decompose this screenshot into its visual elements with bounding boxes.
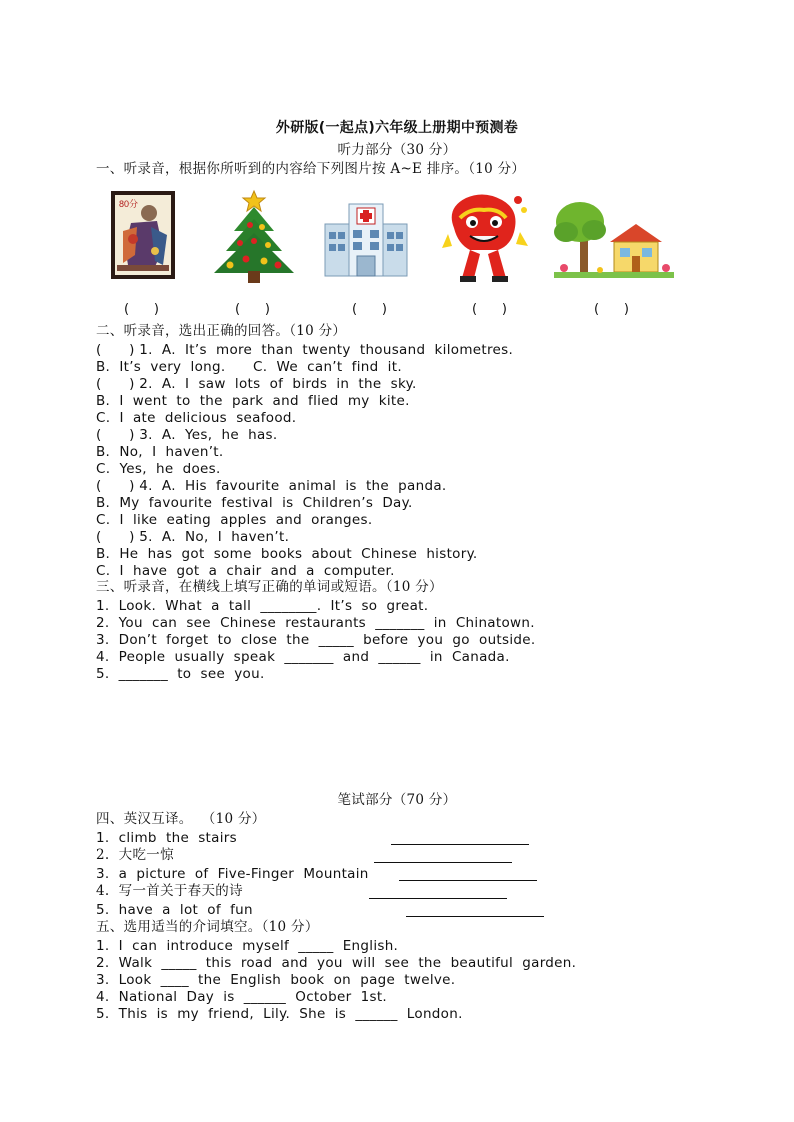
house-tree-icon — [550, 198, 678, 286]
translation-item: 1. climb the stairs — [96, 830, 237, 846]
option-line: B. He has got some books about Chinese history. — [96, 546, 478, 562]
writing-heading: 笔试部分（70 分） — [337, 792, 457, 808]
option-line: C. I like eating apples and oranges. — [96, 512, 373, 528]
translation-item: 4. 写一首关于春天的诗 — [96, 883, 243, 899]
stamp-icon — [111, 191, 175, 283]
preposition-line: 2. Walk _____ this road and you will see the beautiful garden. — [96, 955, 577, 971]
page-title: 外研版(一起点)六年级上册期中预测卷 — [275, 120, 519, 136]
preposition-line: 4. National Day is ______ October 1st. — [96, 989, 388, 1005]
question-line: ( ) 3. A. Yes, he has. — [96, 427, 278, 443]
answer-line[interactable] — [406, 916, 544, 917]
preposition-line: 1. I can introduce myself _____ English. — [96, 938, 399, 954]
answer-bracket[interactable]: ( ) — [472, 302, 507, 317]
translation-item: 5. have a lot of fun — [96, 902, 253, 918]
option-line: C. I ate delicious seafood. — [96, 410, 297, 426]
lion-dance-icon — [440, 188, 530, 288]
section2-heading: 二、听录音，选出正确的回答。（10 分） — [96, 323, 347, 339]
question-line: ( ) 2. A. I saw lots of birds in the sky. — [96, 376, 417, 392]
preposition-line: 3. Look ____ the English book on page twelve. — [96, 972, 456, 988]
answer-line[interactable] — [399, 880, 537, 881]
answer-bracket[interactable]: ( ) — [124, 302, 159, 317]
option-line: B. No, I haven’t. — [96, 444, 224, 460]
listening-heading: 听力部分（30 分） — [337, 142, 457, 158]
fill-blank-line: 3. Don’t forget to close the _____ before you go outside. — [96, 632, 536, 648]
fill-blank-line: 5. _______ to see you. — [96, 666, 265, 682]
fill-blank-line: 4. People usually speak _______ and ______ in Canada. — [96, 649, 510, 665]
option-line: B. I went to the park and flied my kite. — [96, 393, 410, 409]
answer-bracket[interactable]: ( ) — [352, 302, 387, 317]
question-line: ( ) 5. A. No, I haven’t. — [96, 529, 290, 545]
preposition-line: 5. This is my friend, Lily. She is ______ London. — [96, 1006, 463, 1022]
translation-item: 2. 大吃一惊 — [96, 847, 174, 863]
question-line: ( ) 4. A. His favourite animal is the panda. — [96, 478, 447, 494]
option-line: C. I have got a chair and a computer. — [96, 563, 395, 579]
translation-item: 3. a picture of Five-Finger Mountain — [96, 866, 369, 882]
section1-heading: 一、听录音，根据你所听到的内容给下列图片按 A~E 排序。（10 分） — [96, 161, 526, 177]
hospital-icon — [323, 200, 409, 282]
answer-bracket[interactable]: ( ) — [235, 302, 270, 317]
section4-heading: 四、英汉互译。 （10 分） — [96, 811, 266, 827]
option-line: C. Yes, he does. — [96, 461, 221, 477]
option-line: B. It’s very long. C. We can’t find it. — [96, 359, 402, 375]
answer-line[interactable] — [369, 898, 507, 899]
section5-heading: 五、选用适当的介词填空。（10 分） — [96, 919, 319, 935]
answer-line[interactable] — [374, 862, 512, 863]
answer-bracket[interactable]: ( ) — [594, 302, 629, 317]
section3-heading: 三、听录音，在横线上填写正确的单词或短语。（10 分） — [96, 579, 443, 595]
fill-blank-line: 1. Look. What a tall ________. It’s so great. — [96, 598, 429, 614]
christmas-tree-icon — [210, 189, 298, 289]
answer-line[interactable] — [391, 844, 529, 845]
option-line: B. My favourite festival is Children’s Day. — [96, 495, 413, 511]
question-line: ( ) 1. A. It’s more than twenty thousand kilometres. — [96, 342, 514, 358]
fill-blank-line: 2. You can see Chinese restaurants _______ in Chinatown. — [96, 615, 535, 631]
stamp-value: 80分 — [119, 199, 139, 209]
